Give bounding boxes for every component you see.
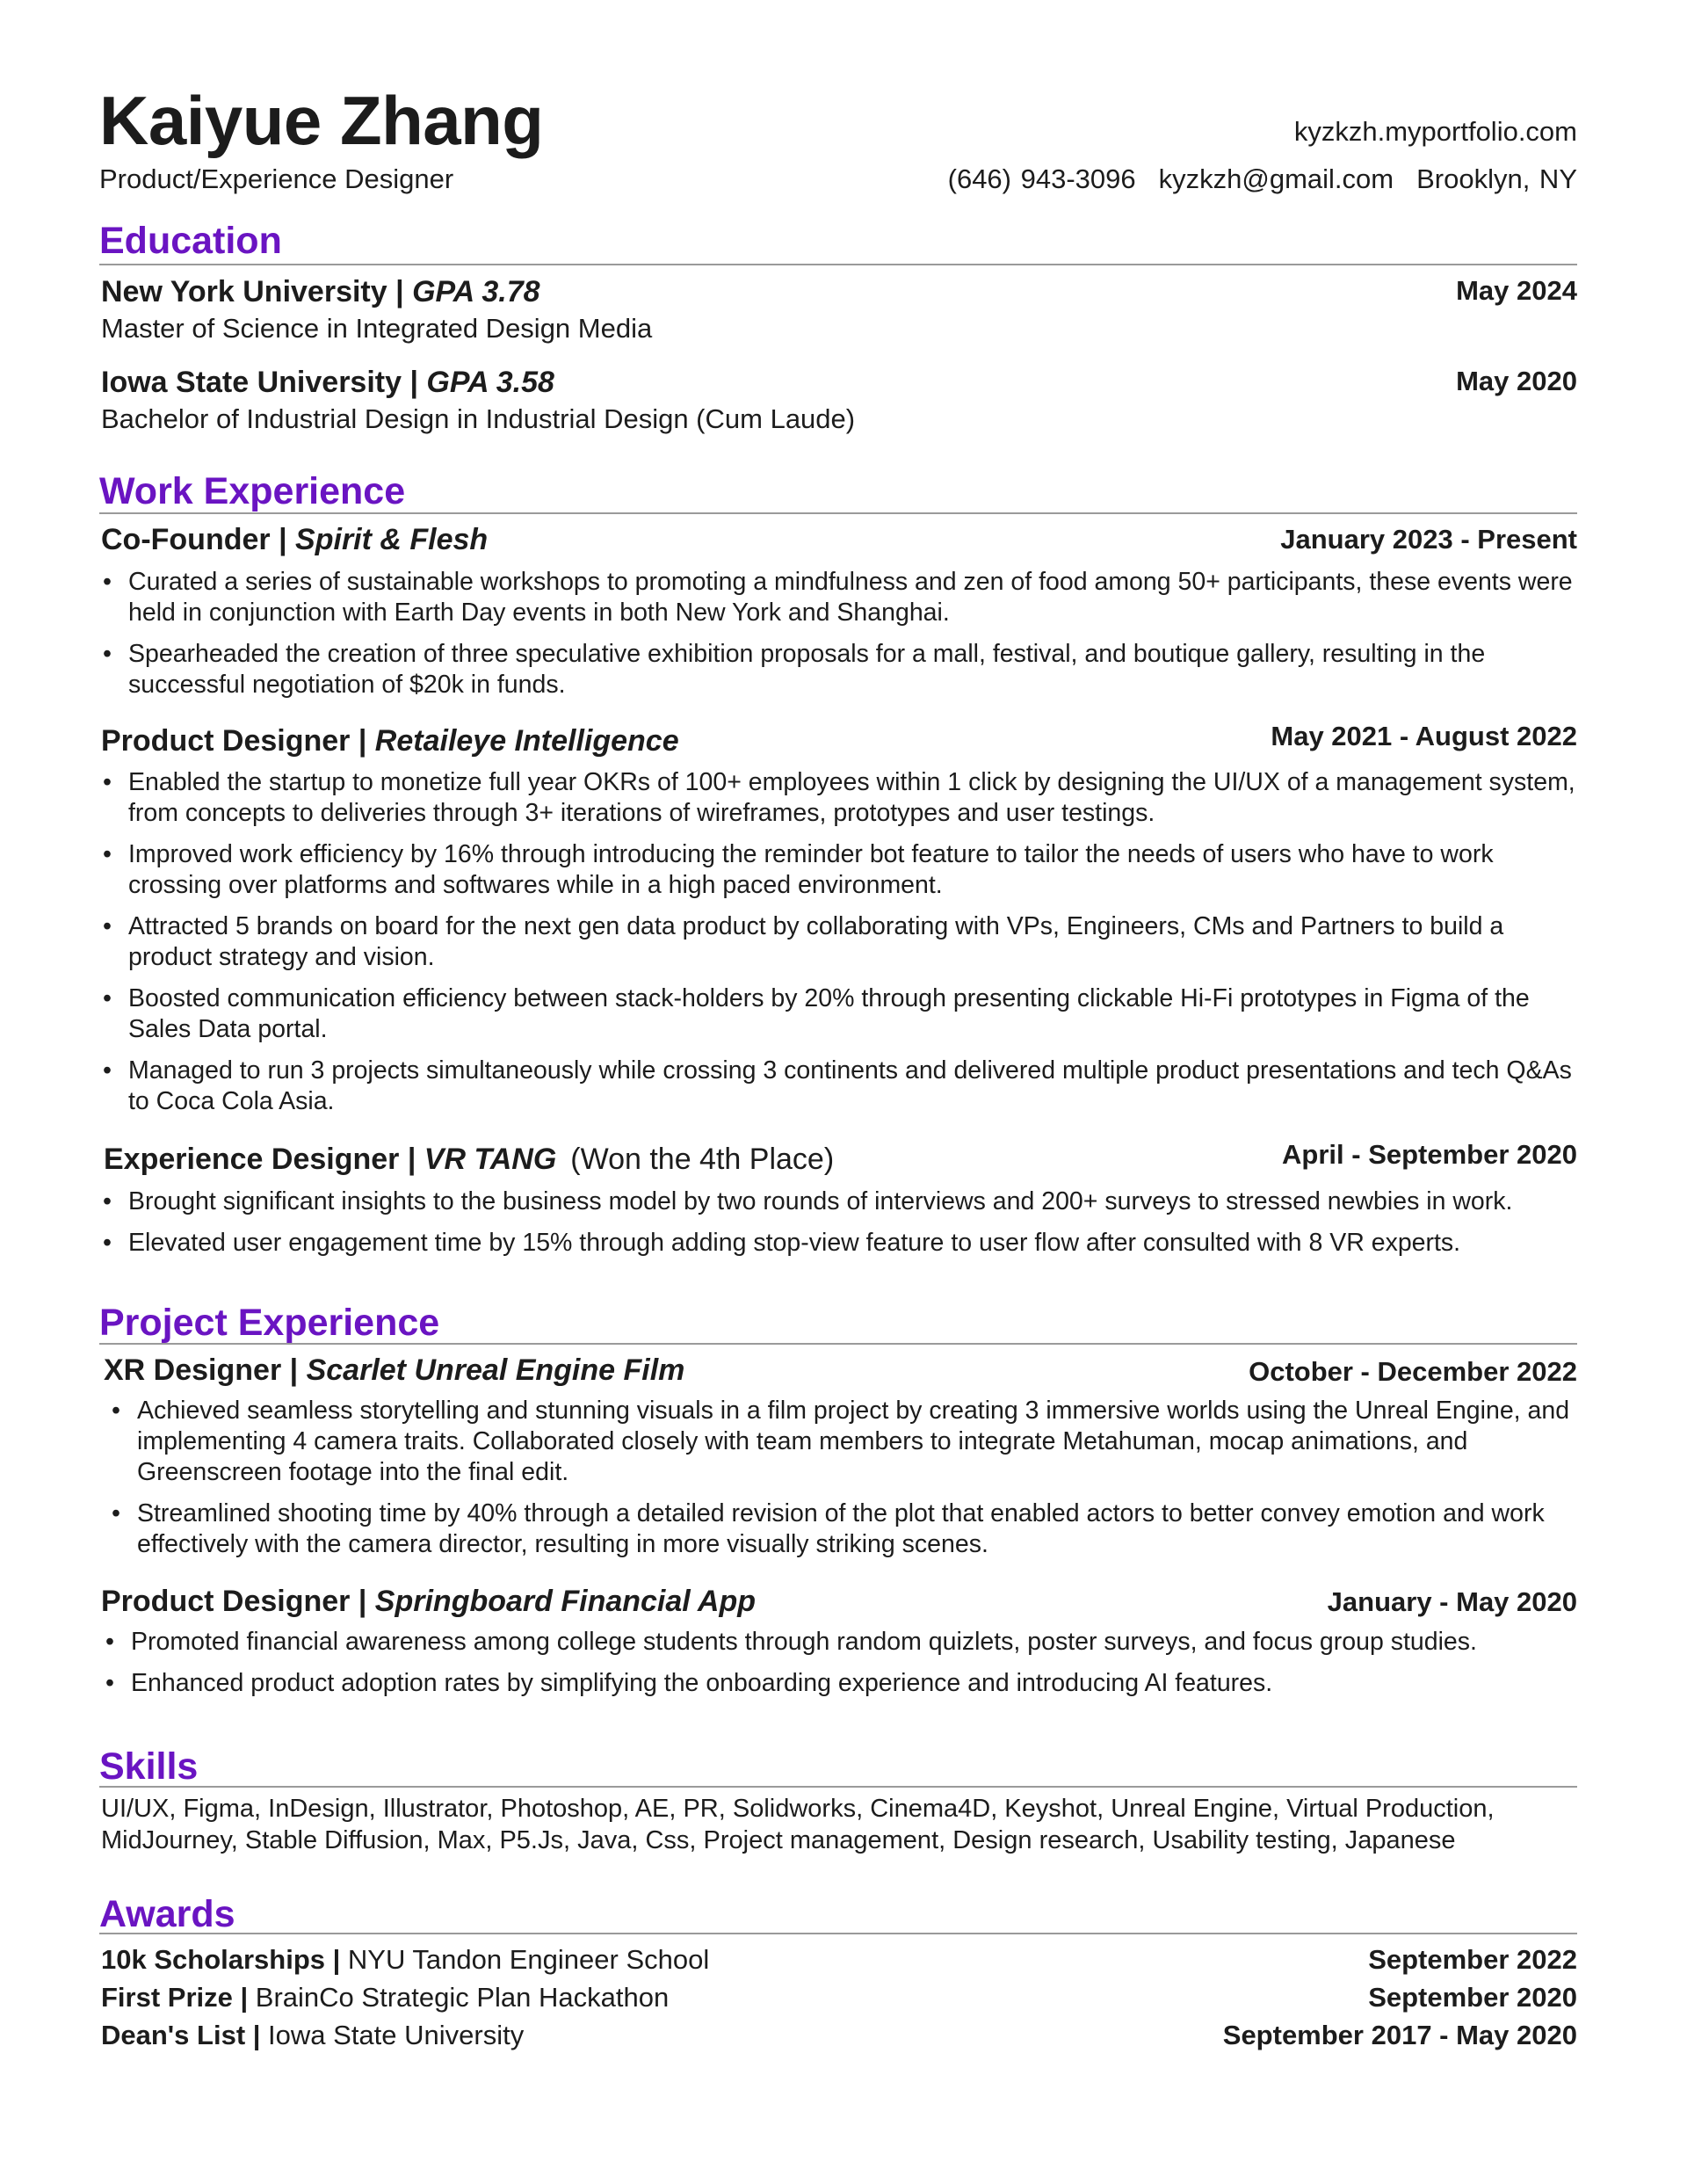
contact-line <box>948 163 1577 195</box>
section-title-projects: Project Experience <box>99 1302 440 1344</box>
education-date: May 2024 <box>1456 275 1577 306</box>
award-org: Iowa State University <box>268 2020 525 2050</box>
job-title: Product/Experience Designer <box>99 163 454 194</box>
job-note: (Won the 4th Place) <box>570 1143 835 1176</box>
job-bullets <box>101 567 1577 711</box>
list-item: • Improved work efficiency by 16% through introducing the reminder bot feature to tailor the needs of users who have to work crossing over platforms and softwares while in a high paced environment. <box>101 839 1577 901</box>
award-date: September 2022 <box>1368 1944 1577 1975</box>
project-date: January - May 2020 <box>1327 1586 1577 1617</box>
project-org: Springboard Financial App <box>374 1585 756 1618</box>
project-heading: XR Designer | Scarlet Unreal Engine Film <box>104 1353 685 1387</box>
award-item <box>101 1984 669 2011</box>
location: Brooklyn, NY <box>1416 163 1577 194</box>
award-org: NYU Tandon Engineer School <box>347 1944 710 1975</box>
award-org: BrainCo Strategic Plan Hackathon <box>255 1982 670 2013</box>
job-date: January 2023 - Present <box>1280 524 1577 555</box>
education-degree: Master of Science in Integrated Design Media <box>101 313 653 344</box>
job-heading: Product Designer | Retaileye Intelligence <box>101 724 679 758</box>
award-date: September 2017 - May 2020 <box>1222 2020 1577 2050</box>
education-school: Iowa State University | GPA 3.58 <box>101 366 554 399</box>
section-title-skills: Skills <box>99 1745 199 1788</box>
job-date: April - September 2020 <box>1282 1139 1577 1170</box>
list-item: • Boosted communication efficiency between stack-holders by 20% through presenting clickable Hi-Fi prototypes in Figma of the Sales Data portal. <box>101 983 1577 1045</box>
education-gpa: GPA 3.58 <box>426 366 554 399</box>
award-item <box>101 1946 709 1973</box>
list-item: • Enabled the startup to monetize full year OKRs of 100+ employees within 1 click by designing the UI/UX of a management system, from concepts to deliveries through 3+ iterations of wireframes, prototypes and user testings. <box>101 767 1577 829</box>
job-date: May 2021 - August 2022 <box>1271 721 1577 751</box>
portfolio-link[interactable]: kyzkzh.myportfolio.com <box>1293 116 1577 147</box>
project-date: October - December 2022 <box>1249 1356 1577 1387</box>
job-bullets <box>101 767 1577 1128</box>
list-item: • Attracted 5 brands on board for the next gen data product by collaborating with VPs, Engineers, CMs and Partners to build a product strategy and vision. <box>101 911 1577 973</box>
resume-name: Kaiyue Zhang <box>99 82 544 159</box>
list-item: • Spearheaded the creation of three speculative exhibition proposals for a mall, festival, and boutique gallery, resulting in the successful negotiation of $20k in funds. <box>101 639 1577 700</box>
award-name: First Prize | <box>101 1982 256 2013</box>
list-item: • Elevated user engagement time by 15% through adding stop-view feature to user flow after consulted with 8 VR experts. <box>101 1228 1577 1259</box>
phone-number[interactable]: (646) 943-3096 <box>947 163 1136 194</box>
list-item: • Curated a series of sustainable workshops to promoting a mindfulness and zen of food among 50+ participants, these events were held in conjunction with Earth Day events in both New York and Shanghai. <box>101 567 1577 628</box>
section-divider <box>99 1786 1577 1788</box>
job-org: Retaileye Intelligence <box>374 724 679 758</box>
education-gpa: GPA 3.78 <box>412 275 540 308</box>
section-divider <box>99 264 1577 265</box>
education-school: New York University | GPA 3.78 <box>101 275 540 308</box>
award-date: September 2020 <box>1368 1982 1577 2013</box>
job-org: Spirit & Flesh <box>295 523 489 556</box>
project-bullets <box>110 1396 1579 1571</box>
project-bullets <box>104 1627 1580 1709</box>
job-heading: Co-Founder | Spirit & Flesh <box>101 523 489 556</box>
list-item: • Promoted financial awareness among college students through random quizlets, poster surveys, and focus group studies. <box>104 1627 1580 1658</box>
list-item: • Managed to run 3 projects simultaneously while crossing 3 continents and delivered multiple product presentations and tech Q&As to Coca Cola Asia. <box>101 1056 1577 1117</box>
education-date: May 2020 <box>1456 366 1577 396</box>
section-divider <box>99 512 1577 514</box>
list-item: • Brought significant insights to the business model by two rounds of interviews and 200+ surveys to stressed newbies in work. <box>101 1186 1577 1217</box>
award-name: 10k Scholarships | <box>101 1944 348 1975</box>
section-title-awards: Awards <box>99 1893 235 1935</box>
section-divider <box>99 1933 1577 1934</box>
section-divider <box>99 1343 1577 1345</box>
project-org: Scarlet Unreal Engine Film <box>306 1353 685 1387</box>
section-title-work: Work Experience <box>99 470 406 512</box>
list-item: • Achieved seamless storytelling and stunning visuals in a film project by creating 3 immersive worlds using the Unreal Engine, and implementing 4 camera traits. Collaborated closely with team members to integrate Metahuman, mocap animations, and Greenscreen footage into the final edit. <box>110 1396 1579 1488</box>
education-degree: Bachelor of Industrial Design in Industrial Design (Cum Laude) <box>101 403 856 434</box>
award-item <box>101 2021 524 2049</box>
list-item: • Streamlined shooting time by 40% through a detailed revision of the plot that enabled actors to better convey emotion and work effectively with the camera director, resulting in more visually striking scenes. <box>110 1498 1579 1560</box>
job-org: VR TANG <box>424 1143 557 1176</box>
section-title-education: Education <box>99 220 282 262</box>
skills-list: UI/UX, Figma, InDesign, Illustrator, Photoshop, AE, PR, Solidworks, Cinema4D, Keyshot, Unreal Engine, Virtual Production, MidJourney, Stable Diffusion, Max, P5.Js, Java, Css, Project management, Design research, Usability testing, Japanese <box>101 1795 1495 1854</box>
job-heading: Experience Designer | VR TANG (Won the 4th Place) <box>104 1143 835 1176</box>
email-address[interactable]: kyzkzh@gmail.com <box>1158 163 1394 194</box>
award-name: Dean's List | <box>101 2020 269 2050</box>
list-item: • Enhanced product adoption rates by simplifying the onboarding experience and introducing AI features. <box>104 1668 1580 1699</box>
project-heading: Product Designer | Springboard Financial App <box>101 1585 756 1618</box>
job-bullets <box>101 1186 1577 1269</box>
